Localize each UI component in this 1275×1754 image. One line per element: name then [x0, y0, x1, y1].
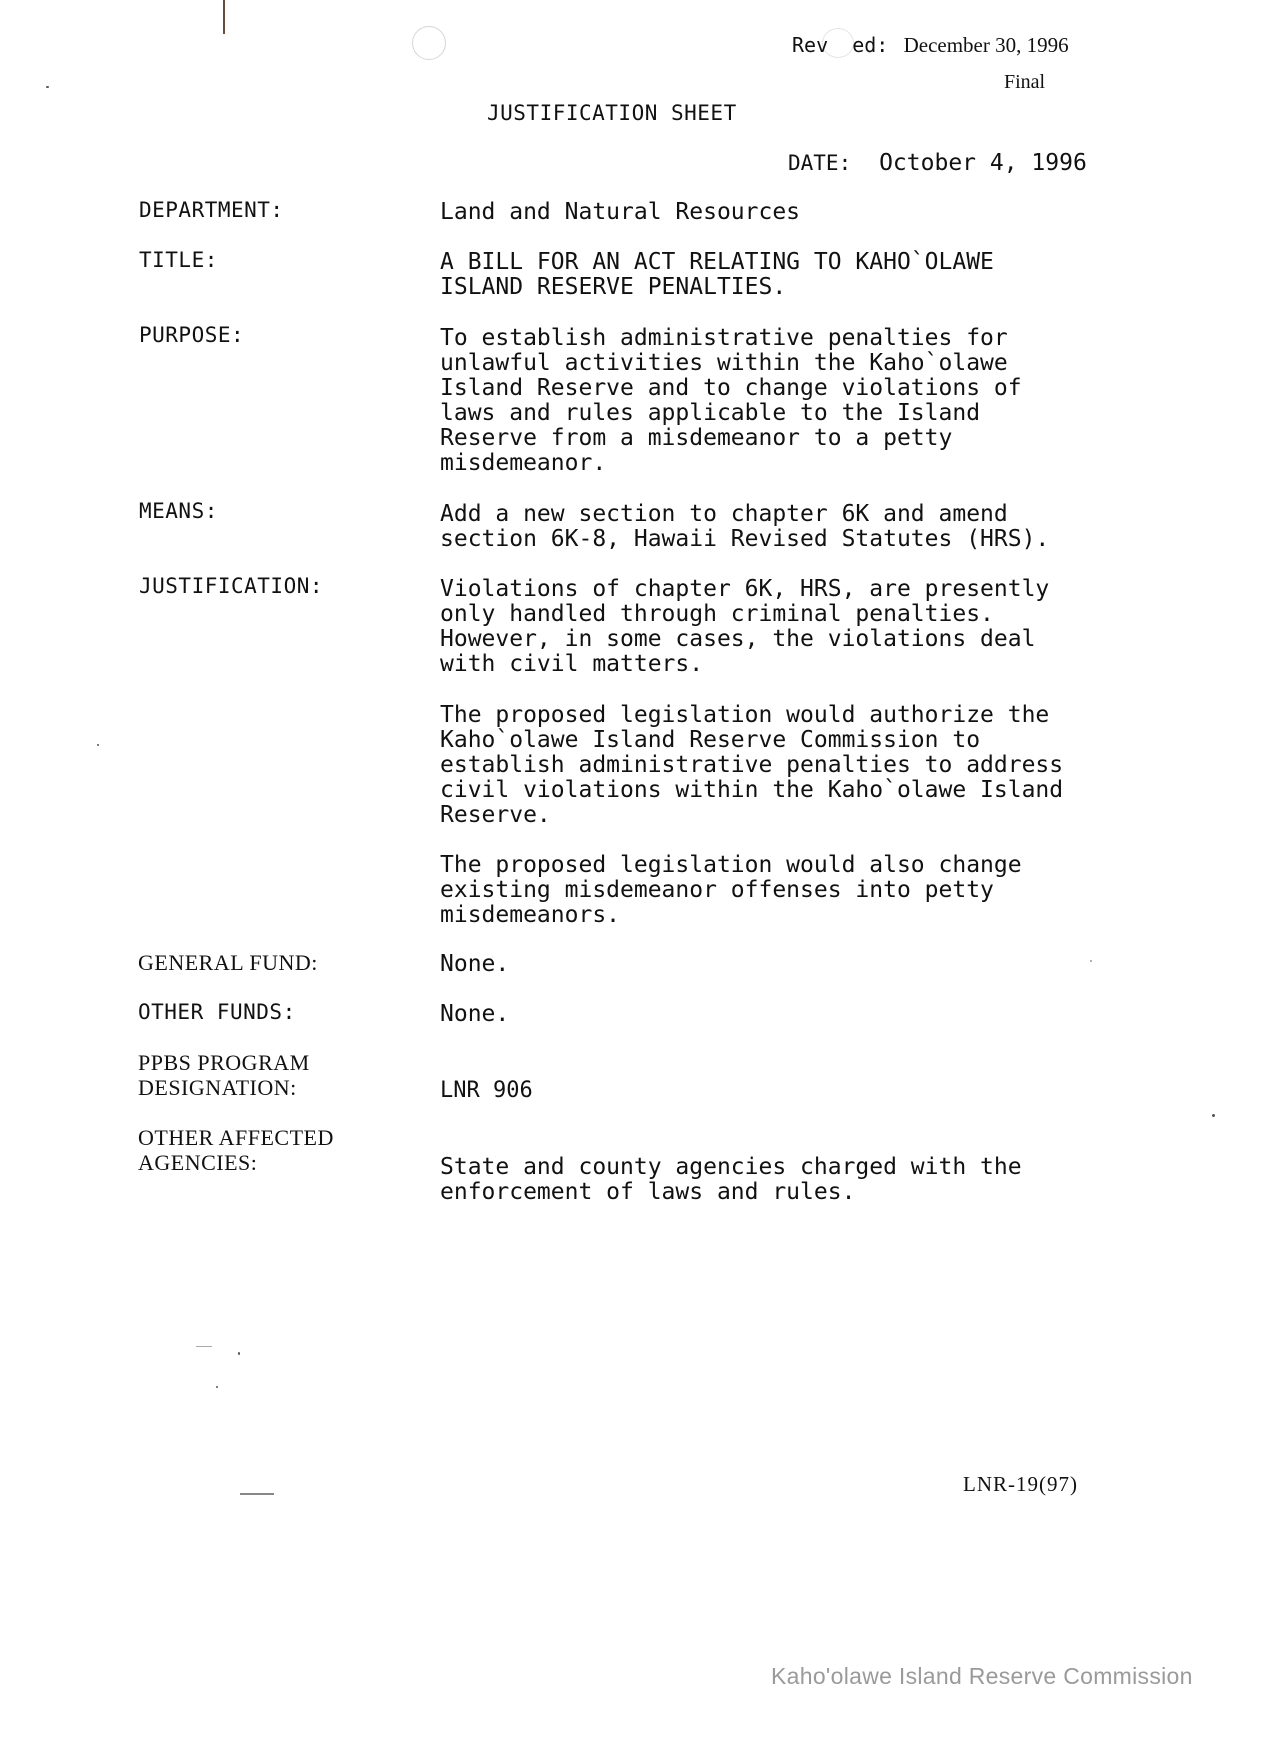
- justification-label: JUSTIFICATION:: [139, 574, 324, 598]
- speck: [238, 1352, 240, 1355]
- title-value: A BILL FOR AN ACT RELATING TO KAHO`OLAWE ISLAND RESERVE PENALTIES.: [440, 249, 994, 300]
- document-title: JUSTIFICATION SHEET: [487, 101, 737, 125]
- general-fund-label: GENERAL FUND:: [138, 950, 318, 975]
- justification-paragraph: Violations of chapter 6K, HRS, are presently only handled through criminal penalties. However, in some cases, the violations deal with civil matters.: [440, 576, 1050, 677]
- justification-paragraph: The proposed legislation would also change existing misdemeanor offenses into petty misdemeanors.: [440, 852, 1022, 928]
- department-label: DEPARTMENT:: [139, 198, 284, 222]
- ppbs-value: LNR 906: [440, 1078, 533, 1103]
- date-label: DATE:: [788, 151, 852, 175]
- speck: [46, 86, 49, 88]
- date-line: [788, 151, 1087, 176]
- department-value: Land and Natural Resources: [440, 199, 801, 225]
- binder-hole: [412, 26, 446, 60]
- smudge: [196, 1346, 212, 1347]
- archive-watermark: Kaho'olawe Island Reserve Commission: [771, 1663, 1193, 1689]
- title-label: TITLE:: [139, 248, 218, 272]
- pen-mark: [223, 0, 225, 34]
- means-value: Add a new section to chapter 6K and amend section 6K-8, Hawaii Revised Statutes (HRS).: [440, 501, 1050, 552]
- purpose-value: To establish administrative penalties for unlawful activities within the Kaho`olawe Island Reserve and to change violations of laws and rules applicable to the Island Reserve from a misdemeanor to a petty misdemeanor.: [440, 325, 1022, 476]
- revised-label: Rev ed:: [792, 33, 889, 57]
- ppbs-label: PPBS PROGRAM DESIGNATION:: [138, 1050, 310, 1100]
- other-agencies-value: State and county agencies charged with the enforcement of laws and rules.: [440, 1154, 1022, 1205]
- speck: [97, 744, 99, 746]
- general-fund-value: None.: [440, 951, 510, 977]
- justification-paragraph: The proposed legislation would authorize the Kaho`olawe Island Reserve Commission to establish administrative penalties to address civil violations within the Kaho`olawe Island Reserve.: [440, 702, 1064, 828]
- other-funds-label: OTHER FUNDS:: [138, 1000, 296, 1024]
- smudge: [240, 1493, 274, 1495]
- revised-date: December 30, 1996: [903, 33, 1069, 57]
- date-value: October 4, 1996: [879, 150, 1087, 176]
- final-label: Final: [1004, 71, 1046, 93]
- means-label: MEANS:: [139, 499, 218, 523]
- other-funds-value: None.: [440, 1001, 510, 1027]
- speck: [1090, 960, 1092, 962]
- purpose-label: PURPOSE:: [139, 323, 245, 347]
- speck: [216, 1386, 218, 1388]
- form-number: LNR-19(97): [963, 1472, 1078, 1496]
- other-agencies-label: OTHER AFFECTED AGENCIES:: [138, 1125, 334, 1175]
- revised-line: [792, 33, 1069, 58]
- speck: [1212, 1114, 1215, 1117]
